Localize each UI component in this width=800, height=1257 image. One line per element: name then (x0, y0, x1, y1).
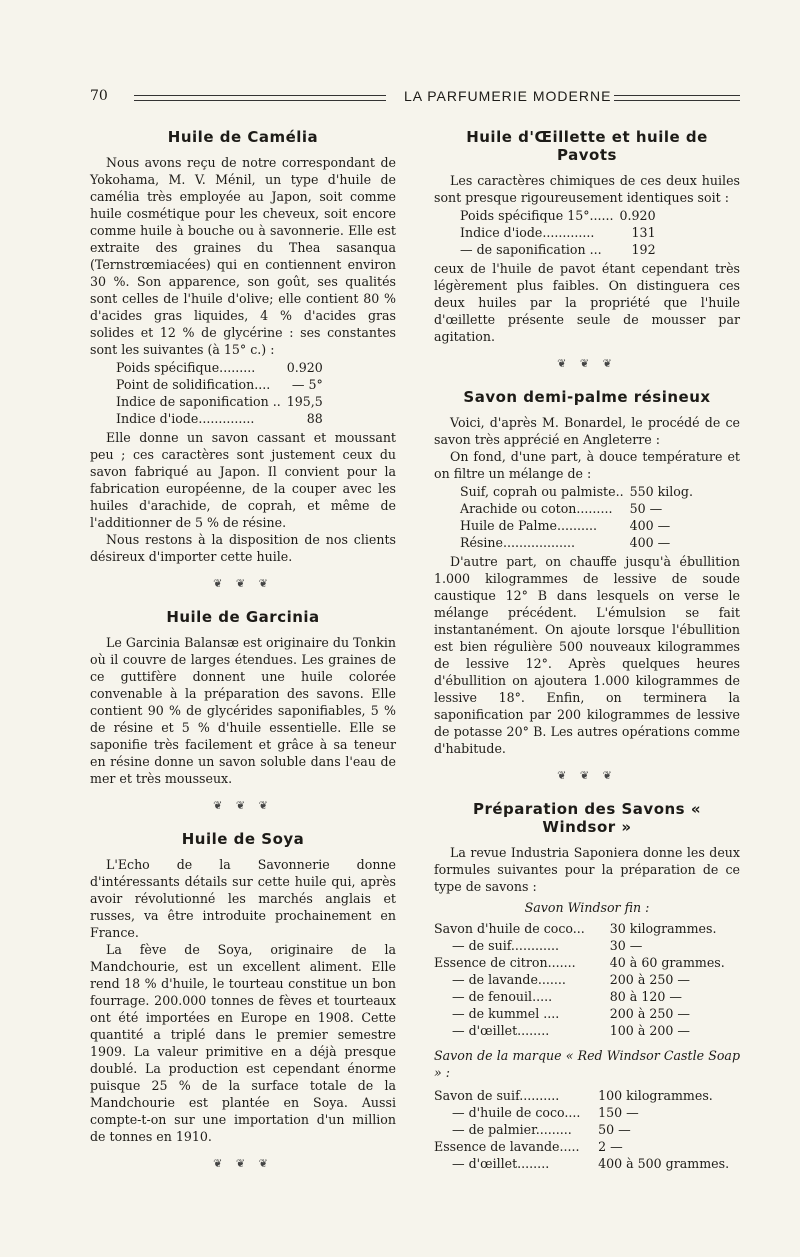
table-row (434, 971, 740, 988)
row-value: 2 — (598, 1139, 623, 1154)
row-value: 50 — (629, 501, 663, 516)
table-row (460, 534, 693, 551)
paragraph: L'Echo de la Savonnerie donne d'intéressants détails sur cette huile qui, après avoir révolutionné les marchés anglais et russes, va être introduite prochainement en France. (90, 857, 396, 940)
constants-table (460, 207, 656, 258)
paragraph: Nous avons reçu de notre correspondant de Yokohama, M. V. Ménil, un type d'huile de camélia très employée au Japon, soit comme huile cosmétique pour les cheveux, soit encore comme huile à bouche ou à savonnerie. Elle est extraite des graines du Thea sasanqua (Ternstrœmiacées) qui en contiennent environ 30 %. Son apparence, son goût, ses qualités sont celles de l'huile d'olive; elle contient 80 % d'acides gras liquides, 4 % d'acides gras solides et 12 % de glycérine : ses constantes sont les suivantes (à 15° c.) : (90, 155, 396, 357)
table-row (116, 393, 323, 410)
table-row (434, 1155, 740, 1172)
table-row (434, 1104, 740, 1121)
row-label: Indice d'iode............. (460, 225, 595, 240)
row-value: 30 kilogrammes. (609, 921, 717, 936)
row-label: Indice de saponification .. (116, 394, 281, 409)
row-value: 80 à 120 — (609, 989, 682, 1004)
table-row (460, 517, 693, 534)
table-row (116, 376, 323, 393)
row-label: — d'œillet........ (452, 1156, 550, 1171)
running-title: LA PARFUMERIE MODERNE (404, 88, 612, 104)
row-value: 0.920 (286, 360, 323, 375)
page-number: 70 (90, 88, 108, 104)
row-label: — de fenouil..... (452, 989, 553, 1004)
paragraph: On fond, d'une part, à douce température et on filtre un mélange de : (434, 449, 740, 481)
paragraph: Le Garcinia Balansæ est originaire du Tonkin où il couvre de larges étendues. Les graines de ce guttifère donnent une huile colorée convenable à la préparation des savons. Elle contient 90 % de glycérides saponifiables, 5 % de résine et 5 % d'huile essentielle. Elle se saponifie très facilement et grâce à sa teneur en résine donne un savon soluble dans l'eau de mer et très mousseux. (90, 635, 396, 786)
row-value: 195,5 (286, 394, 323, 409)
article-windsor (434, 800, 740, 1172)
row-value: 100 kilogrammes. (598, 1088, 713, 1103)
row-value: 200 à 250 — (609, 1006, 690, 1021)
row-label: Essence de citron....... (434, 955, 576, 970)
paragraph: ceux de l'huile de pavot étant cependant très légèrement plus faibles. On distinguera ces deux huiles par la propriété que l'huile d'œillette présente seule de mousser par agitation. (434, 261, 740, 344)
row-value: 400 — (629, 518, 671, 533)
table-row (460, 483, 693, 500)
row-value: 0.920 (619, 208, 656, 223)
ornament-divider: ❦ ❦ ❦ (557, 357, 617, 370)
article-savon-demi-palme (434, 388, 740, 757)
row-value: 40 à 60 grammes. (609, 955, 725, 970)
article-title: Huile de Soya (181, 830, 305, 848)
row-label: — de suif............ (452, 938, 559, 953)
page-header (90, 88, 740, 110)
row-value: 50 — (598, 1122, 631, 1137)
article-title: Savon demi-palme résineux (463, 388, 711, 406)
ornament-divider: ❦ ❦ ❦ (557, 769, 617, 782)
row-value: 400 à 500 grammes. (598, 1156, 730, 1171)
row-label: — de palmier......... (452, 1122, 572, 1137)
paragraph: D'autre part, on chauffe jusqu'à ébullition 1.000 kilogrammes de lessive de soude caustique 12° B dans lesquels on verse le mélange précédent. L'émulsion se fait instantanément. On ajoute lorsque l'ébullition est bien régulière 500 nouveaux kilogrammes de lessive 12°. Après quelques heures d'ébullition on ajoutera 1.000 kilogrammes de lessive 18°. Enfin, on terminera la saponification par 200 kilogrammes de lessive de potasse 20° B. Les autres opérations comme d'habitude. (434, 554, 740, 756)
row-label: Suif, coprah ou palmiste.. (460, 484, 624, 499)
table-row (460, 207, 656, 224)
row-label: — d'œillet........ (452, 1023, 550, 1038)
row-value: — 5° (291, 377, 323, 392)
article-title: Huile d'Œillette et huile de Pavots (466, 128, 708, 164)
header-rule-right (614, 95, 740, 101)
table-row (434, 1121, 740, 1138)
row-label: Indice d'iode.............. (116, 411, 255, 426)
row-value: 100 à 200 — (609, 1023, 690, 1038)
right-column (434, 126, 740, 1174)
ornament-divider: ❦ ❦ ❦ (213, 577, 273, 590)
paragraph: La revue Industria Saponiera donne les deux formules suivantes pour la préparation de ce type de savons : (434, 845, 740, 894)
table-row (434, 1138, 740, 1155)
row-label: Point de solidification.... (116, 377, 271, 392)
table-row (116, 359, 323, 376)
row-label: — de lavande....... (452, 972, 566, 987)
row-label: — de kummel .... (452, 1006, 560, 1021)
table-row (434, 920, 740, 937)
article-oeillette (434, 128, 740, 345)
subsection-title: Savon Windsor fin : (524, 900, 650, 915)
ornament-divider: ❦ ❦ ❦ (213, 1157, 273, 1170)
table-row (434, 988, 740, 1005)
row-label: Savon d'huile de coco... (434, 921, 585, 936)
row-value: 192 (631, 242, 656, 257)
row-label: — d'huile de coco.... (452, 1105, 581, 1120)
article-soya (90, 830, 396, 1145)
table-row (434, 937, 740, 954)
subsection-title: Savon de la marque « Red Windsor Castle Soap » : (434, 1048, 740, 1080)
article-title: Huile de Camélia (167, 128, 319, 146)
table-row (434, 1005, 740, 1022)
paragraph: Nous restons à la disposition de nos clients désireux d'importer cette huile. (90, 532, 396, 564)
table-row (460, 500, 693, 517)
row-label: Poids spécifique 15°...... (460, 208, 614, 223)
table-row (434, 954, 740, 971)
ornament-divider: ❦ ❦ ❦ (213, 799, 273, 812)
left-column (90, 126, 396, 1188)
row-label: — de saponification ... (460, 242, 602, 257)
row-label: Poids spécifique......... (116, 360, 256, 375)
paragraph: La fève de Soya, originaire de la Mandchourie, est un excellent aliment. Elle rend 18 % d'huile, le tourteau constitue un bon fourrage. 200.000 tonnes de fèves et tourteaux ont été importées en Europe en 1908. Cette quantité a triplé dans le premier semestre 1909. La valeur primitive en a déjà presque doublé. La production est cependant énorme puisque 25 % de la surface totale de la Mandchourie est plantée en Soya. Aussi compte-t-on sur une importation d'un million de tonnes en 1910. (90, 942, 396, 1144)
table-row (434, 1022, 740, 1039)
recipe-table (460, 483, 693, 551)
table-row (434, 1087, 740, 1104)
paragraph: Les caractères chimiques de ces deux huiles sont presque rigoureusement identiques soit : (434, 173, 740, 205)
row-label: Résine.................. (460, 535, 576, 550)
header-rule-left (134, 95, 386, 101)
table-row (460, 224, 656, 241)
row-value: 131 (631, 225, 656, 240)
row-value: 550 kilog. (629, 484, 693, 499)
article-camelia (90, 128, 396, 565)
row-label: Savon de suif.......... (434, 1088, 560, 1103)
row-label: Essence de lavande..... (434, 1139, 580, 1154)
row-value: 150 — (598, 1105, 639, 1120)
row-label: Huile de Palme.......... (460, 518, 597, 533)
recipe-table-castle (434, 1087, 740, 1172)
paragraph: Voici, d'après M. Bonardel, le procédé de ce savon très apprécié en Angleterre : (434, 415, 740, 447)
table-row (116, 410, 323, 427)
article-title: Huile de Garcinia (166, 608, 320, 626)
row-value: 30 — (609, 938, 643, 953)
row-label: Arachide ou coton......... (460, 501, 613, 516)
paragraph: Elle donne un savon cassant et moussant peu ; ces caractères sont justement ceux du savon fabriqué au Japon. Il convient pour la fabrication européenne, de la couper avec les huiles d'arachide, de coprah, et même de l'additionner de 5 % de résine. (90, 430, 396, 530)
article-title: Préparation des Savons « Windsor » (472, 800, 702, 836)
row-value: 88 (306, 411, 323, 426)
row-value: 400 — (629, 535, 671, 550)
row-value: 200 à 250 — (609, 972, 690, 987)
table-row (460, 241, 656, 258)
article-garcinia (90, 608, 396, 787)
constants-table (116, 359, 323, 427)
recipe-table-fin (434, 920, 740, 1039)
